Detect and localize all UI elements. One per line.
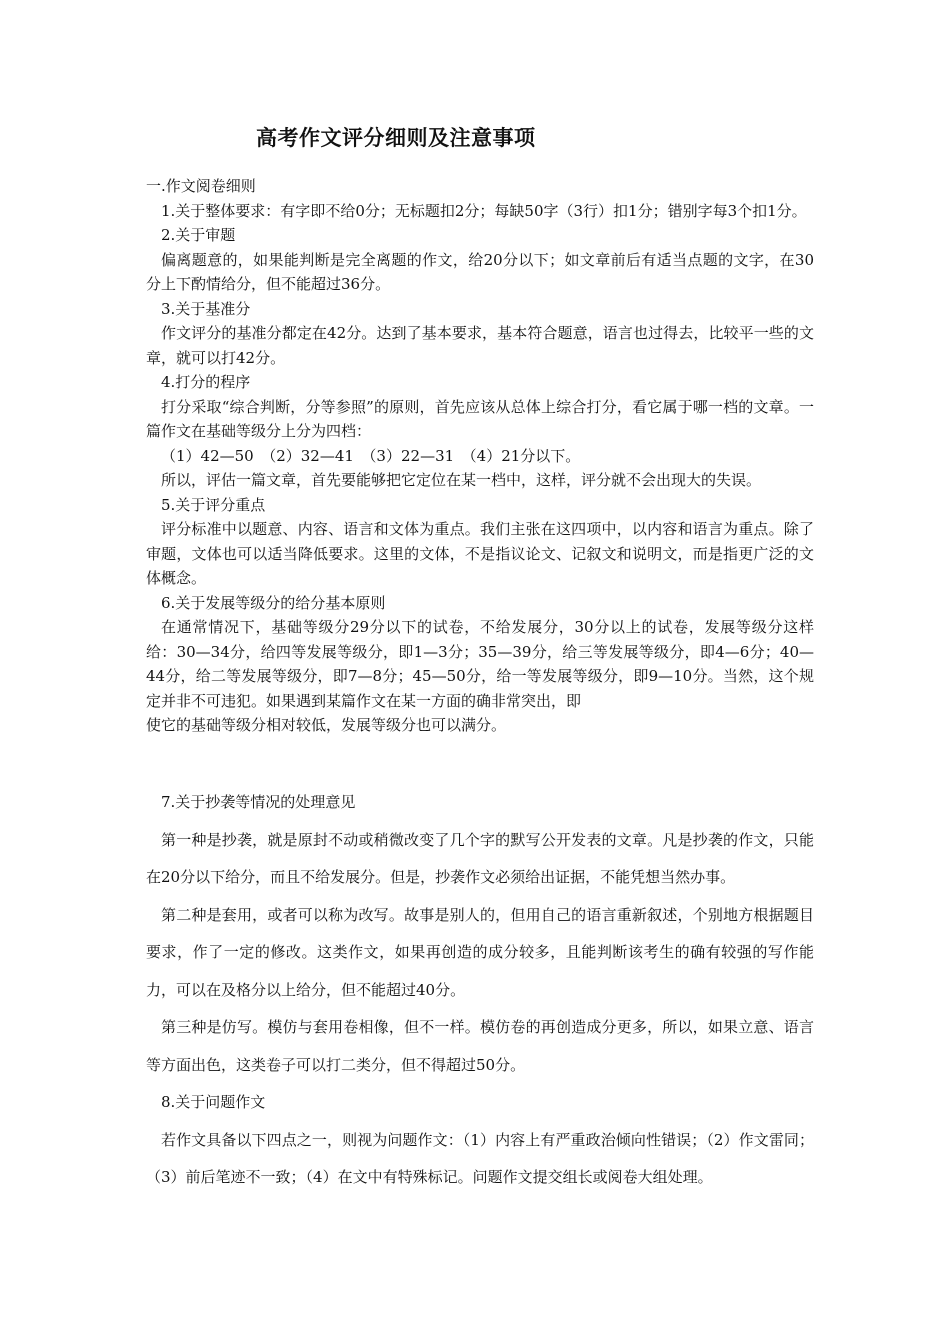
heading-plagiarism: 7.关于抄袭等情况的处理意见 — [161, 793, 356, 811]
paragraph-adaptation: 第二种是套用，或者可以称为改写。故事是别人的，但用自己的语言重新叙述，个别地方根据题目要求，作了一定的修改。这类作文，如果再创造的成分较多，且能判断该考生的确有较强的写作能力，可以在及格分以上给分，但不能超过40分。 — [146, 905, 814, 999]
heading-scoring-procedure: 4.打分的程序 — [161, 373, 251, 391]
heading-problem-essay: 8.关于问题作文 — [161, 1093, 266, 1111]
heading-topic-review: 2.关于审题 — [161, 226, 236, 244]
paragraph-imitation: 第三种是仿写。模仿与套用卷相像，但不一样。模仿卷的再创造成分更多，所以，如果立意、语言等方面出色，这类卷子可以打二类分，但不得超过50分。 — [146, 1018, 814, 1074]
section-special-cases — [146, 784, 814, 1197]
section-heading: 一.作文阅卷细则 — [146, 177, 256, 195]
paragraph-scoring-focus: 评分标准中以题意、内容、语言和文体为重点。我们主张在这四项中，以内容和语言为重点。除了审题，文体也可以适当降低要求。这里的文体，不是指议论文、记叙文和说明文，而是指更广泛的文体概念。 — [146, 520, 814, 587]
paragraph-topic-review: 偏离题意的，如果能判断是完全离题的作文，给20分以下；如文章前后有适当点题的文字，在30分上下酌情给分，但不能超过36分。 — [146, 250, 814, 293]
document-title: 高考作文评分细则及注意事项 — [256, 125, 536, 150]
paragraph-problem-essay: 若作文具备以下四点之一，则视为问题作文：（1）内容上有严重政治倾向性错误；（2）作文雷同；（3）前后笔迹不一致；（4）在文中有特殊标记。问题作文提交组长或阅卷大组处理。 — [146, 1130, 814, 1186]
paragraph-plagiarism: 第一种是抄袭，就是原封不动或稍微改变了几个字的默写公开发表的文章。凡是抄袭的作文，只能在20分以下给分，而且不给发展分。但是，抄袭作文必须给出证据，不能凭想当然办事。 — [146, 830, 814, 886]
paragraph-base-score: 作文评分的基准分都定在42分。达到了基本要求，基本符合题意，语言也过得去，比较平一些的文章，就可以打42分。 — [146, 324, 814, 367]
heading-scoring-focus: 5.关于评分重点 — [161, 495, 266, 514]
paragraph-score-tiers: （1）42—50 （2）32—41 （3）22—31 （4）21分以下。 — [161, 446, 581, 465]
paragraph-scoring-procedure: 打分采取“综合判断，分等参照”的原则，首先应该从总体上综合打分，看它属于哪一档的文章。一篇作文在基础等级分上分为四档： — [146, 397, 814, 440]
paragraph-overall-requirements: 1.关于整体要求：有字即不给0分；无标题扣2分；每缺50字（3行）扣1分；错别字每3个扣1分。 — [161, 201, 807, 220]
paragraph-development-score-cont: 使它的基础等级分相对较低，发展等级分也可以满分。 — [146, 716, 507, 734]
heading-base-score: 3.关于基准分 — [161, 299, 251, 318]
paragraph-tier-placement: 所以，评估一篇文章，首先要能够把它定位在某一档中，这样，评分就不会出现大的失误。 — [161, 471, 762, 489]
section-grading-rules — [146, 174, 814, 738]
heading-development-score: 6.关于发展等级分的给分基本原则 — [161, 593, 386, 612]
paragraph-development-score: 在通常情况下，基础等级分29分以下的试卷，不给发展分，30分以上的试卷，发展等级分这样给：30—34分，给四等发展等级分，即1—3分；35—39分，给三等发展等级分，即4—6分；40—44分，给二等发展等级分，即7—8分；45—50分，给一等发展等级分，即9—10分。当然，这个规定并非不可违犯。如果遇到某篇作文在某一方面的确非常突出，即 — [146, 618, 814, 710]
